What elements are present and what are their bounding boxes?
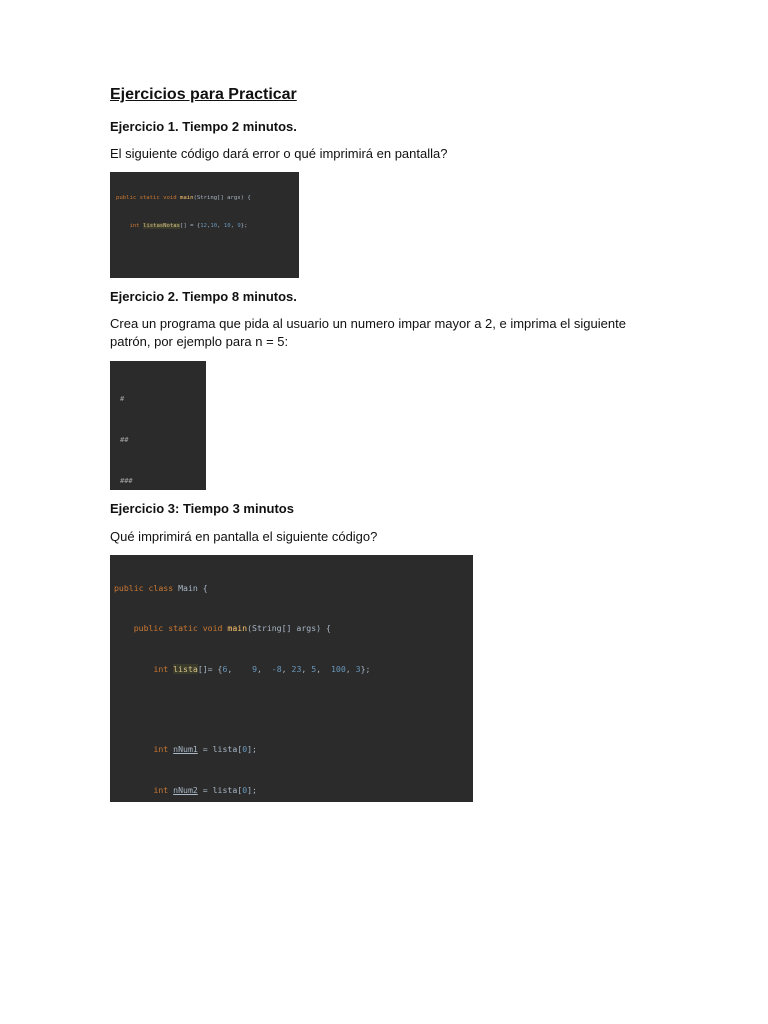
exercise-3-heading: Ejercicio 3: Tiempo 3 minutos	[110, 501, 294, 516]
exercise-1-text: El siguiente código dará error o qué imprimirá en pantalla?	[110, 146, 448, 161]
code-line: public static void main(String[] args) {	[116, 195, 251, 202]
code-line: int listasNotas[] = {12,10, 10, 9};	[129, 223, 248, 230]
code-line	[116, 277, 293, 278]
code-line: int nNum1 = lista[0];	[153, 744, 257, 755]
code-line: int lista[]= {6, 9, -8, 23, 5, 100, 3};	[153, 663, 371, 674]
exercise-3-text: Qué imprimirá en pantalla el siguiente código?	[110, 529, 378, 544]
code-line	[114, 703, 469, 716]
code-line: int nNum2 = lista[0];	[153, 784, 257, 795]
exercise-2-heading: Ejercicio 2. Tiempo 8 minutos.	[110, 289, 297, 304]
exercise-2-text: Crea un programa que pida al usuario un numero impar mayor a 2, e imprima el siguiente patrón, por ejemplo para n = 5:	[110, 316, 626, 349]
code-line: public static void main(String[] args) {	[133, 623, 331, 634]
exercise-1-code-image	[110, 172, 299, 278]
exercise-2-pattern-image	[110, 361, 206, 490]
exercise-1-heading: Ejercicio 1. Tiempo 2 minutos.	[110, 119, 297, 134]
code-line	[116, 250, 293, 259]
exercise-3-code-image	[110, 555, 473, 802]
pattern-line: #	[120, 395, 125, 404]
pattern-line: ##	[120, 435, 129, 444]
document-title: Ejercicios para Practicar	[110, 86, 297, 103]
code-line: public class Main {	[114, 582, 208, 593]
pattern-line: ###	[120, 476, 133, 485]
